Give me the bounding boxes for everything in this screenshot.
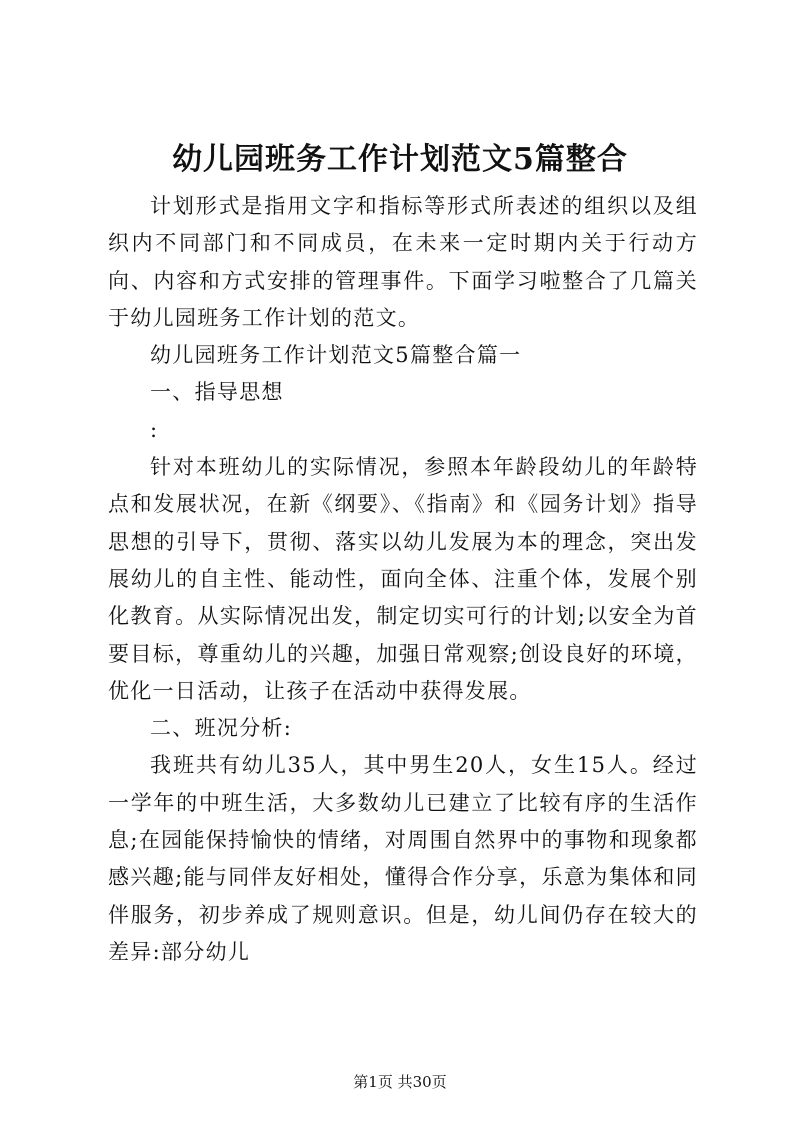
paragraph-section-heading: 幼儿园班务工作计划范文5篇整合篇一 — [150, 343, 522, 368]
paragraph-intro: 计划形式是指用文字和指标等形式所表述的组织以及组织内不同部门和不同成员，在未来一定时期内关于行动方向、内容和方式安排的管理事件。下面学习啦整合了几篇关于幼儿园班务工作计划的范文。 — [108, 194, 698, 330]
paragraph-heading-class-analysis: 二、班况分析: — [150, 716, 293, 741]
paragraph-class-analysis-body: 我班共有幼儿35人，其中男生20人，女生15人。经过一学年的中班生活，大多数幼儿已建立了比较有序的生活作息;在园能保持愉快的情绪，对周围自然界中的事物和现象都感兴趣;能与同伴友好相处，懂得合作分享，乐意为集体和同伴服务，初步养成了规则意识。但是，幼儿间仍存在较大的差异:部分幼儿 — [108, 753, 698, 964]
paragraph-colon: : — [150, 417, 159, 442]
paragraph-guiding-thought-body: 针对本班幼儿的实际情况，参照本年龄段幼儿的年龄特点和发展状况，在新《纲要》、《指南》和《园务计划》指导思想的引导下，贯彻、落实以幼儿发展为本的理念，突出发展幼儿的自主性、能动性，面向全体、注重个体，发展个别化教育。从实际情况出发，制定切实可行的计划;以安全为首要目标，尊重幼儿的兴趣，加强日常观察;创设良好的环境，优化一日活动，让孩子在活动中获得发展。 — [108, 455, 698, 703]
document-title: 幼儿园班务工作计划范文5篇整合 — [172, 142, 628, 177]
document-body — [108, 188, 698, 971]
page-number-footer: 第1页 共30页 — [353, 1073, 447, 1091]
paragraph-heading-guiding-thought: 一、指导思想 — [150, 380, 284, 405]
